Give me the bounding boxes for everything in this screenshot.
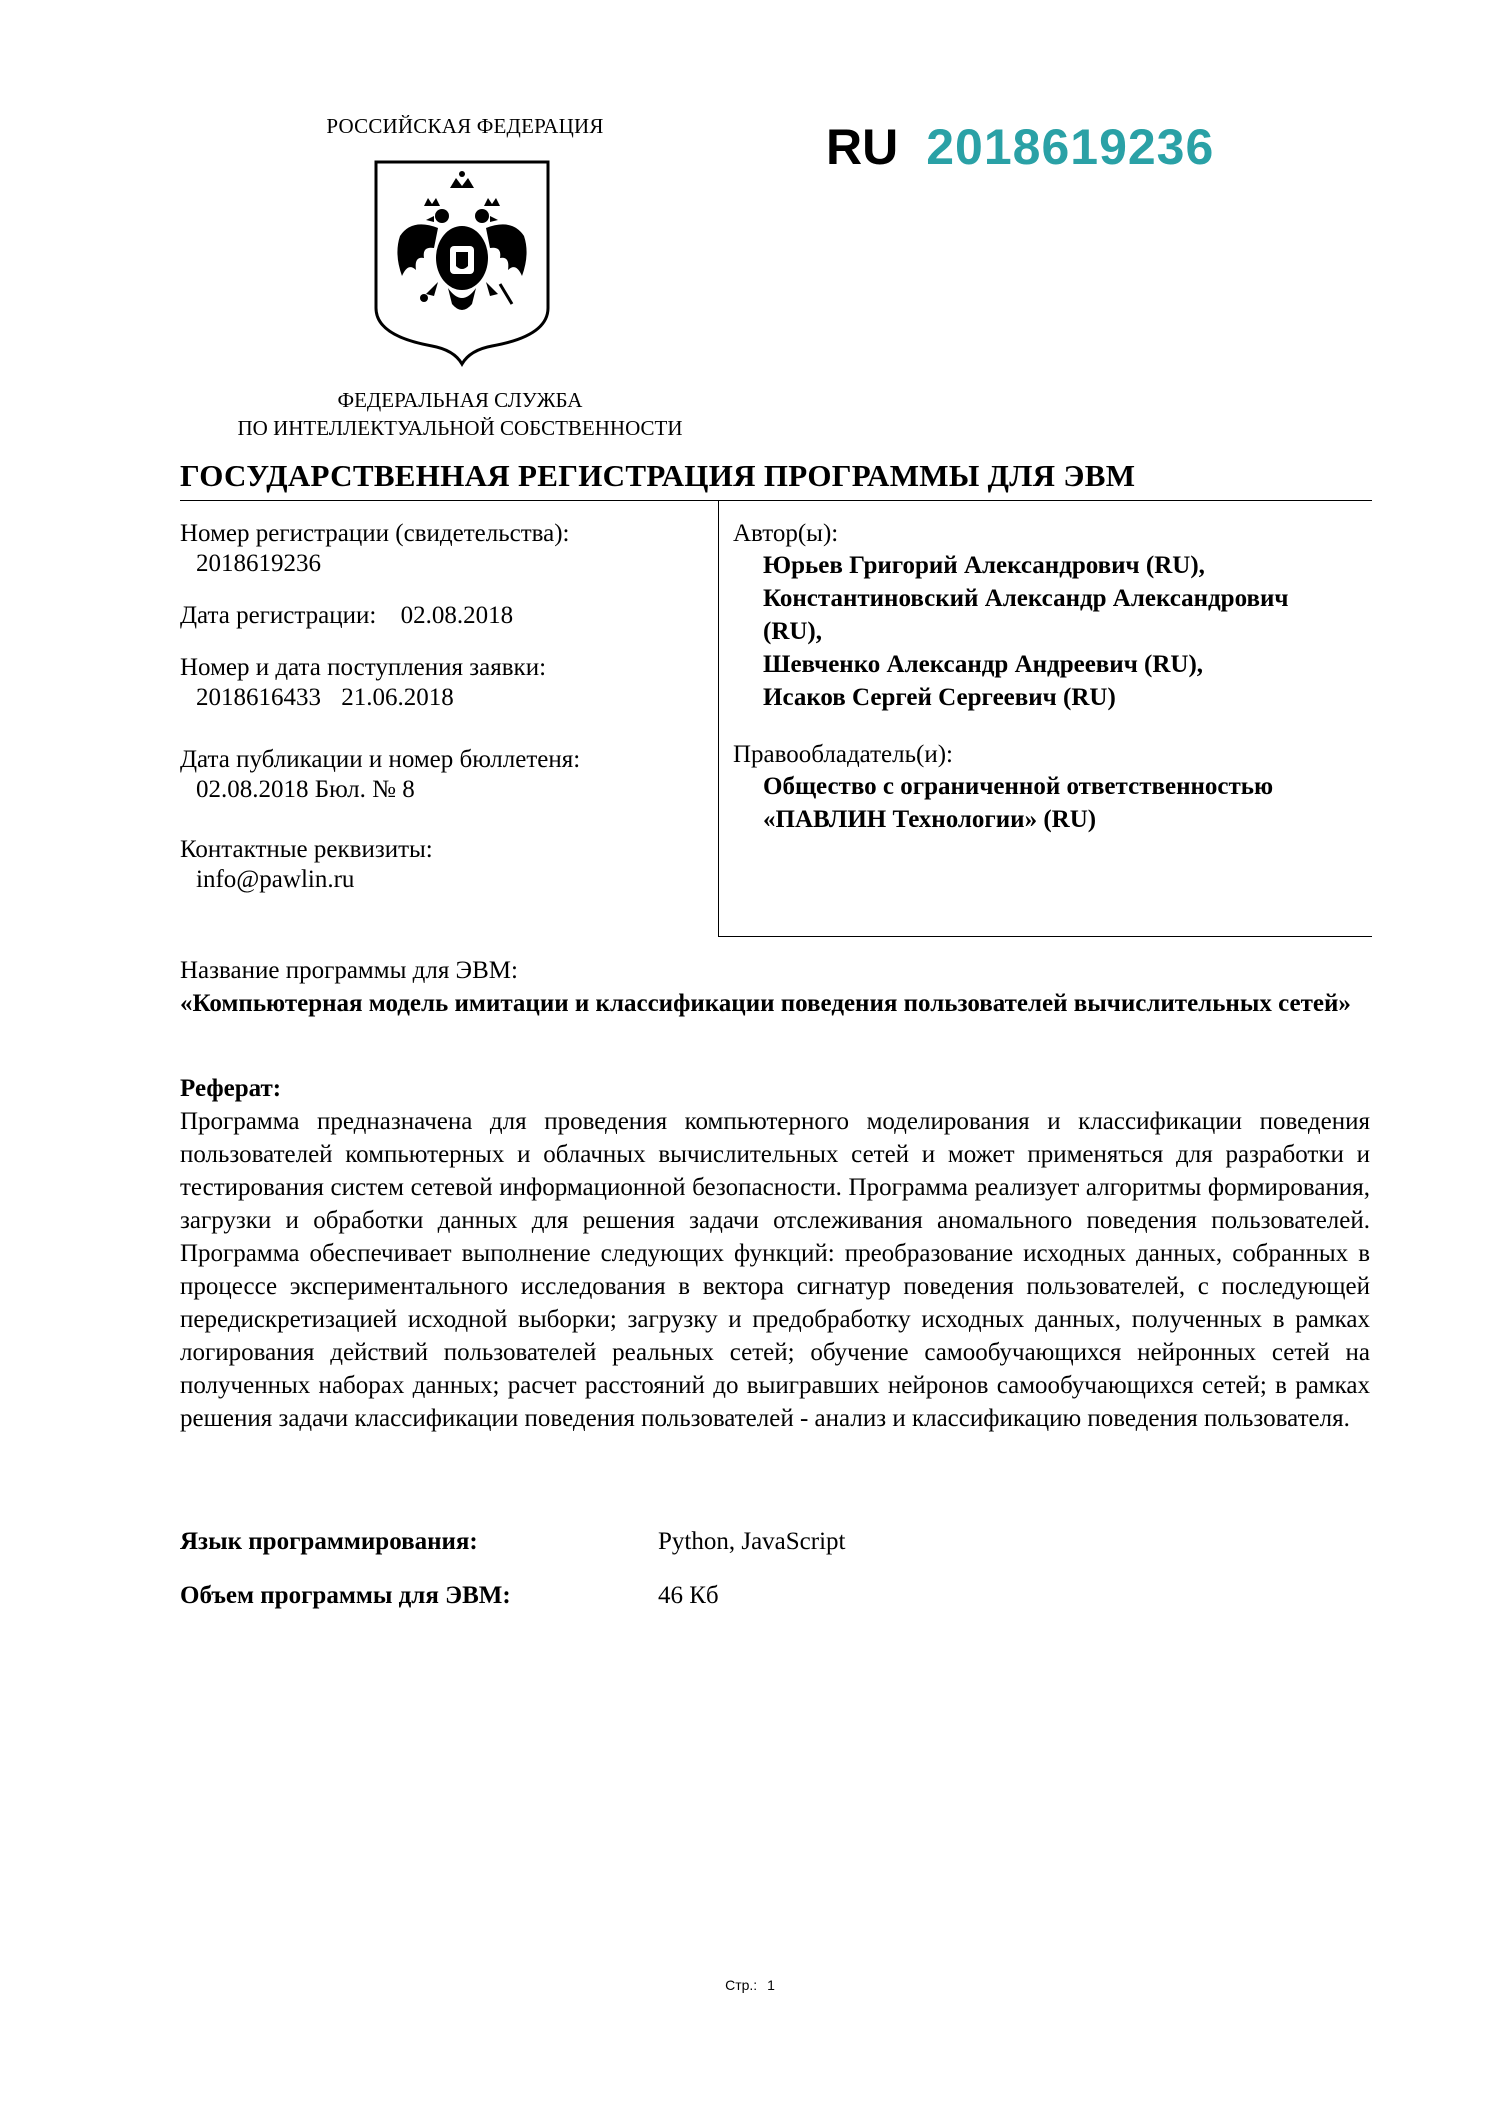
doc-prefix: RU [826, 119, 899, 175]
application-number: 2018616433 [196, 684, 321, 711]
language-row [180, 1525, 1370, 1558]
agency-name [180, 386, 740, 442]
owners-label: Правообладатель(и): [733, 741, 953, 768]
page-number: 1 [767, 1977, 775, 1993]
language-label: Язык программирования: [180, 1528, 478, 1555]
right-column [733, 519, 1373, 836]
author-line: Константиновский Александр Александрович [763, 585, 1289, 612]
left-column [180, 519, 710, 895]
agency-line-1: ФЕДЕРАЛЬНАЯ СЛУЖБА [337, 388, 583, 412]
publication-value: 02.08.2018 Бюл. № 8 [196, 776, 415, 803]
abstract-section [180, 1072, 1370, 1435]
page-title: ГОСУДАРСТВЕННАЯ РЕГИСТРАЦИЯ ПРОГРАММЫ ДЛЯ ЭВМ [180, 458, 1136, 493]
section-divider [718, 936, 1372, 937]
abstract-label: Реферат: [180, 1075, 282, 1102]
authors-list [733, 549, 1373, 714]
application-row [180, 683, 710, 713]
size-label: Объем программы для ЭВМ: [180, 1582, 511, 1609]
page-label: Стр.: [725, 1977, 758, 1993]
contacts-label: Контактные реквизиты: [180, 836, 433, 863]
contacts-value: info@pawlin.ru [196, 866, 355, 893]
coat-of-arms-icon [372, 158, 552, 368]
reg-date-value: 02.08.2018 [400, 602, 514, 629]
reg-date-field [180, 601, 710, 653]
author-line: Исаков Сергей Сергеевич (RU) [763, 684, 1116, 711]
program-name-label: Название программы для ЭВМ: [180, 957, 518, 984]
authors-label: Автор(ы): [733, 520, 839, 547]
application-date: 21.06.2018 [341, 684, 454, 711]
author-line: (RU), [763, 618, 823, 645]
language-value: Python, JavaScript [658, 1528, 846, 1555]
program-name-value: «Компьютерная модель имитации и классификации поведения пользователей вычислительных сетей» [180, 990, 1351, 1017]
reg-number-value: 2018619236 [196, 550, 321, 577]
size-row [180, 1579, 1370, 1612]
program-name-section [180, 954, 1370, 1020]
publication-label: Дата публикации и номер бюллетеня: [180, 746, 581, 773]
reg-date-label: Дата регистрации: [180, 602, 377, 629]
reg-number-label: Номер регистрации (свидетельства): [180, 520, 570, 547]
author-line: Юрьев Григорий Александрович (RU), [763, 552, 1205, 579]
application-field [180, 653, 710, 745]
owners-list [733, 770, 1373, 836]
application-label: Номер и дата поступления заявки: [180, 654, 547, 681]
title-divider [180, 500, 1372, 501]
agency-line-2: ПО ИНТЕЛЛЕКТУАЛЬНОЙ СОБСТВЕННОСТИ [237, 416, 683, 440]
doc-number: 2018619236 [926, 119, 1215, 175]
reg-number-field [180, 519, 710, 601]
country-name: РОССИЙСКАЯ ФЕДЕРАЦИЯ [326, 114, 604, 138]
size-value: 46 Кб [658, 1582, 719, 1609]
abstract-text: Программа предназначена для проведения компьютерного моделирования и классификации поведения пользователей компьютерных и облачных вычислительных сетей и может применяться для разработки и тестирования систем сетевой информационной безопасности. Программа реализует алгоритмы формирования, загрузки и обработки данных для решения задачи отслеживания аномального поведения пользователей. Программа обеспечивает выполнение следующих функций: преобразование исходных данных, собранных в процессе экспериментального исследования в вектора сигнатур поведения пользователей, с последующей передискретизацией исходной выборки; загрузку и предобработку исходных данных, полученных в рамках логирования действий пользователей реальных сетей; обучение самообучающихся нейронных сетей на полученных наборах данных; расчет расстояний до выигравших нейронов самообучающихся сетей; в рамках решения задачи классификации поведения пользователей - анализ и классификацию поведения пользователя. [180, 1108, 1370, 1432]
contacts-field [180, 835, 710, 895]
document-number [826, 118, 1214, 176]
column-divider [718, 500, 719, 937]
page-footer [0, 1977, 1500, 1993]
publication-field [180, 745, 710, 835]
owner-line: Общество с ограниченной ответственностью [763, 773, 1274, 800]
author-line: Шевченко Александр Андреевич (RU), [763, 651, 1204, 678]
reg-date-row [180, 601, 710, 631]
owner-line: «ПАВЛИН Технологии» (RU) [763, 806, 1097, 833]
